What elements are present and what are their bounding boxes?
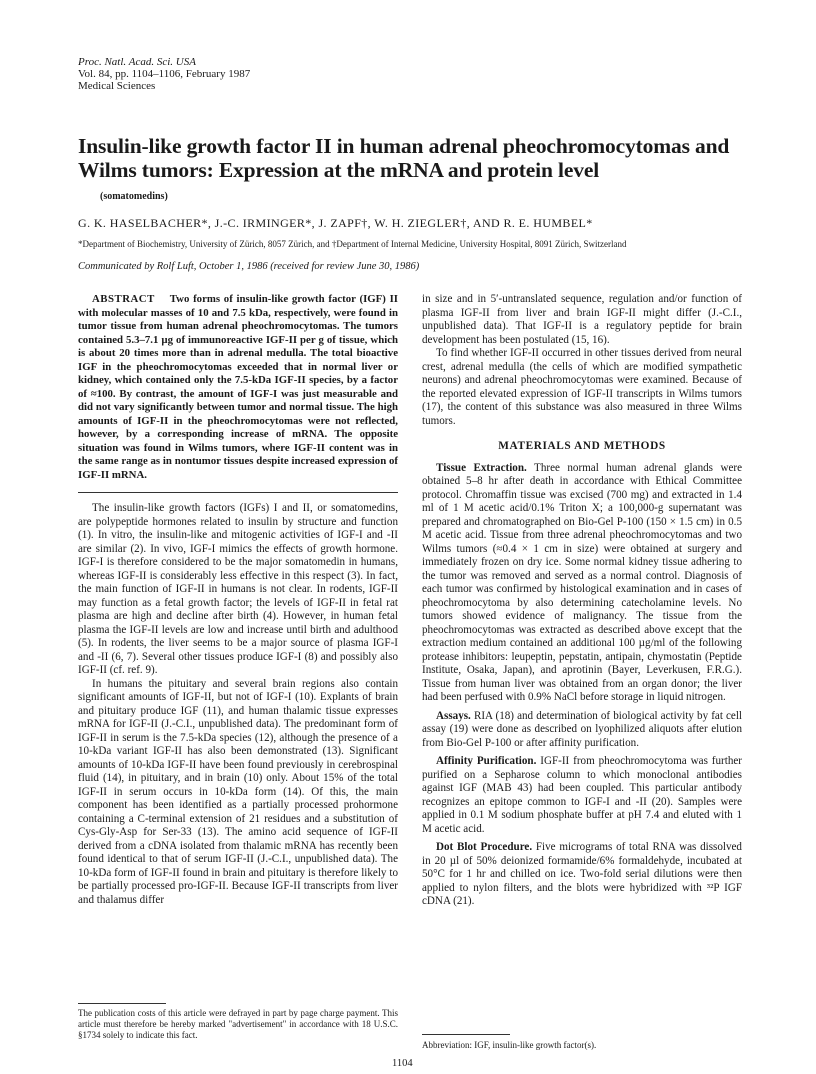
page-number: 1104 — [392, 1058, 413, 1069]
journal-name: Proc. Natl. Acad. Sci. USA — [78, 56, 196, 68]
tissue-extraction-text: Three normal human adrenal glands were obtained 5–8 hr after death in accordance with Ethical Committee protocol. Chromaffin tissue was excised (700 mg) and extracted in 1.4 ml of 1 M acetic acid/0.1% Triton X; a 100,000-g supernatant was prepared and chromatographed on Bio-Gel P-100 (150 × 1.5 cm) in 0.5 M acetic acid. Tissue from three adrenal pheochromocytomas and two Wilms tumors (≈0.4 × 1 cm in size) were obtained at surgery and immediately frozen on dry ice. Some normal kidney tissue adhering to the tumor was removed and served as a normal control. Diagnosis of each tumor was confirmed by histological examination and in cases of pheochromocytoma by also determining catecholamine levels. No tumors showed evidence of malignancy. The tissue from the pheochromocytomas was extracted as described above except that the extraction medium contained an additional 100 µg/ml of the following protease inhibitors: leupeptin, pepstatin, antipain, chymostatin (Peptide Institute, Osaka, Japan), and aprotinin (Bayer, Leverkusen, F.R.G.). Tissue from human liver was obtained from an organ donor; the liver had been perfused with 0.9% NaCl before storage in liquid nitrogen. — [422, 461, 742, 703]
intro-paragraph-2: In humans the pituitary and several brain regions also contain significant amounts of IGF-II, but not of IGF-I (10). Explants of brain and pituitary produce IGF (11), and human thalamic tissue expresses mRNA for IGF-II (J.-C.I., unpublished data). The predominant form of IGF-II in serum is the 7.5-kDa species (12), although the presence of a 10-kDa variant IGF-II has also been demonstrated (13). Significant amounts of 10-kDa IGF-II have been found previously in cerebrospinal fluid (14), in pituitary, and in brain (10) only. About 15% of the total IGF-II in serum occurs in 10-kDa form (14). Of this, the main component has been identified as a partially processed prohormone containing a C-terminal extension of 21 residues and a substitution of Cys-Gly-Asp for Ser-33 (13). The amino acid sequence of IGF-II derived from a cDNA isolated from thalamic mRNA has recently been found identical to that of serum IGF-II (J.-C.I., unpublished data). The 10-kDa form of IGF-II found in brain and pituitary is therefore likely to be partially processed pro-IGF-II. Because IGF-II transcripts from liver and thalamus differ — [78, 677, 398, 906]
abstract-divider — [78, 492, 398, 493]
tissue-extraction-paragraph — [422, 462, 742, 705]
affiliations: *Department of Biochemistry, University of Zürich, 8057 Zürich, and †Department of Internal Medicine, University Hospital, 8091 Zürich, Switzerland — [78, 239, 627, 249]
tissue-extraction-label: Tissue Extraction. — [436, 461, 527, 474]
affinity-paragraph — [422, 755, 742, 836]
journal-header — [78, 56, 250, 92]
dotblot-label: Dot Blot Procedure. — [436, 841, 533, 853]
methods-heading: MATERIALS AND METHODS — [498, 440, 666, 452]
footnote-divider — [78, 1003, 166, 1004]
left-column — [78, 293, 398, 907]
affinity-text: IGF-II from pheochromocytoma was further purified on a Sepharose column to which monoclonal antibodies against IGF (MAB 43) had been coupled. This particular antibody recognizes an epitope common to IGF-I and -II (20). Samples were applied in 0.1 M sodium phosphate buffer at pH 7.4 and eluted with 1 M acetic acid. — [422, 755, 742, 835]
assays-text: RIA (18) and determination of biological activity by fat cell assay (19) were done as described on lyophilized aliquots after elution from Bio-Gel P-100 or after affinity purification. — [422, 709, 742, 749]
abstract — [78, 293, 398, 482]
intro-paragraph-1: The insulin-like growth factors (IGFs) I and II, or somatomedins, are polypeptide hormones related to insulin by structure and function (1). In vitro, the insulin-like and mitogenic activities of IGF-I and -II are similar (2). In vivo, IGF-I mimics the effects of growth hormone. IGF-I is therefore considered to be the major somatomedin in humans, whereas IGF-II is considerably less effective in this respect (3). In fact, the main function of IGF-II in humans is not clear. In rodents, IGF-II may function as a fetal growth factor; the levels of IGF-II in fetal rat plasma are high and decline after birth (4). However, in human fetal plasma the IGF-II levels are low and increase until birth and adulthood (5). In rodents, the liver seems to be a major source of plasma IGF-I and -II (6, 7). Several other tissues produce IGF-I (8) and possibly also IGF-II (cf. ref. 9). — [78, 502, 398, 676]
affinity-label: Affinity Purification. — [436, 755, 537, 767]
communicated-line: Communicated by Rolf Luft, October 1, 1986 (received for review June 30, 1986) — [78, 261, 420, 272]
keywords: (somatomedins) — [100, 191, 168, 202]
assays-paragraph — [422, 710, 742, 751]
publication-cost-footnote: The publication costs of this article were defrayed in part by page charge payment. This article must therefore be hereby marked "advertisement" in accordance with 18 U.S.C. §1734 solely to indicate this fact. — [78, 1008, 398, 1040]
article-title: Insulin-like growth factor II in human adrenal pheochromocytomas and Wilms tumors: Expression at the mRNA and protein level — [78, 134, 730, 182]
intro-paragraph-2-continued: in size and in 5′-untranslated sequence, regulation and/or function of plasma IGF-II from liver and brain IGF-II might differ (J.-C.I., unpublished data). That IGF-II is a regulatory peptide for brain development has been postulated (15, 16). — [422, 293, 742, 346]
abstract-label: ABSTRACT — [92, 293, 155, 305]
right-column — [422, 293, 742, 909]
dotblot-text: Five micrograms of total RNA was dissolved in 20 µl of 50% deionized formamide/6% formaldehyde, incubated at 50°C for 1 hr and chilled on ice. Two-fold serial dilutions were then applied to nylon filters, and the blots were hybridized with ³²P IGF cDNA (21). — [422, 841, 742, 907]
dotblot-paragraph — [422, 841, 742, 909]
volume-line: Vol. 84, pp. 1104–1106, February 1987 — [78, 68, 251, 80]
author-list: G. K. HASELBACHER*, J.-C. IRMINGER*, J. ZAPF†, W. H. ZIEGLER†, AND R. E. HUMBEL* — [78, 216, 593, 230]
journal-section: Medical Sciences — [78, 80, 156, 92]
abbreviation-note: Abbreviation: IGF, insulin-like growth factor(s). — [422, 1040, 597, 1050]
abbreviation-divider — [422, 1034, 510, 1035]
assays-label: Assays. — [436, 709, 471, 722]
intro-paragraph-3: To find whether IGF-II occurred in other tissues derived from neural crest, adrenal medulla (the cells of which are modified sympathetic neurons) and adrenal pheochromocytomas were examined. Because of the reported elevated expression of IGF-II transcripts in Wilms tumors (17), the content of this substance was also measured in three Wilms tumors. — [422, 347, 742, 427]
abstract-text: Two forms of insulin-like growth factor (IGF) II with molecular masses of 10 and 7.5 kDa, respectively, were found in tumor tissue from human adrenal pheochromocytomas. The tumors contained 5.3–7.1 µg of immunoreactive IGF-II per g of tissue, which is about 20 times more than in adrenal medulla. The total bioactive IGF in the pheochromocytomas exceeded that in normal liver or kidney, which contained only the 7.5-kDa IGF-II species, by a factor of ≈100. By contrast, the amount of IGF-I was just measurable and did not vary significantly between tumor and normal tissue. The high amounts of IGF-II in the pheochromocytomas were not reflected, however, by a corresponding increase of mRNA. The opposite situation was found in Wilms tumors, where IGF-II content was in the same range as in nontumor tissues despite increased expression of IGF-II mRNA. — [78, 293, 399, 481]
